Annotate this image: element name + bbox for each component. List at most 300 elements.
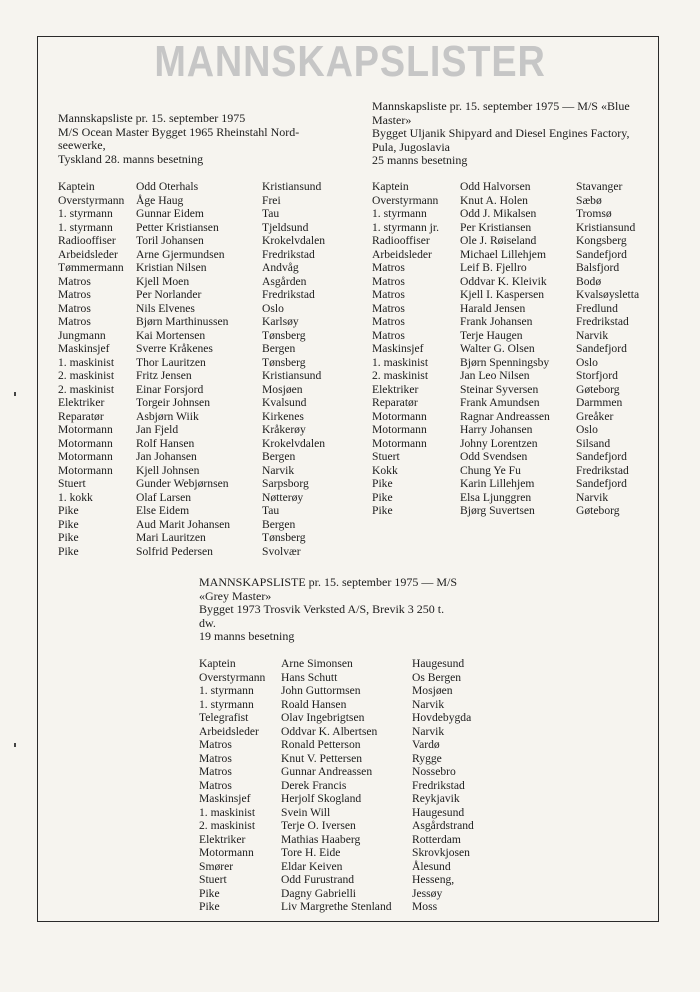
crew-rank: 2. maskinist bbox=[199, 819, 256, 832]
crew-name: Terje Haugen bbox=[460, 328, 523, 342]
crew-row bbox=[199, 806, 512, 820]
crew-row bbox=[199, 725, 512, 739]
crew-row bbox=[372, 342, 660, 356]
crew-hometown: Silsand bbox=[576, 436, 611, 450]
crew-row bbox=[372, 491, 660, 505]
crew-hometown: Mosjøen bbox=[262, 382, 303, 396]
crew-name: Kai Mortensen bbox=[136, 328, 206, 342]
heading-line: Mannskapsliste pr. 15. september 1975 — M/S «Blue bbox=[372, 99, 630, 113]
crew-row bbox=[372, 248, 660, 262]
crew-name: Knut A. Holen bbox=[460, 193, 528, 207]
crew-name: Odd J. Mikalsen bbox=[460, 207, 537, 220]
crew-hometown: Bergen bbox=[262, 450, 296, 463]
crew-name: Kristian Nilsen bbox=[136, 261, 207, 274]
crew-rank: Stuert bbox=[58, 477, 86, 490]
crew-rank: Motormann bbox=[199, 846, 254, 859]
crew-hometown: Kråkerøy bbox=[262, 423, 306, 436]
ocean-master-crew-list bbox=[58, 180, 354, 558]
crew-rank: Matros bbox=[199, 765, 232, 778]
crew-hometown: Os Bergen bbox=[412, 670, 462, 684]
crew-row bbox=[58, 221, 354, 235]
crew-row bbox=[58, 396, 354, 410]
crew-rank: Overstyrmann bbox=[58, 193, 125, 207]
crew-rank: Matros bbox=[372, 288, 405, 301]
crew-name: Mathias Haaberg bbox=[281, 832, 361, 846]
crew-name: Walter G. Olsen bbox=[460, 342, 535, 355]
crew-rank: Maskinsjef bbox=[58, 342, 110, 355]
crew-row bbox=[58, 423, 354, 437]
crew-hometown: Oslo bbox=[262, 301, 284, 315]
heading-line: MANNSKAPSLISTE pr. 15. september 1975 — M/S bbox=[199, 575, 458, 589]
crew-name: Nils Elvenes bbox=[136, 301, 195, 315]
crew-row bbox=[372, 234, 660, 248]
crew-name: Terje O. Iversen bbox=[281, 819, 356, 832]
crew-rank: Maskinsjef bbox=[199, 792, 251, 805]
crew-hometown: Sarpsborg bbox=[262, 477, 309, 490]
crew-row bbox=[372, 477, 660, 491]
crew-hometown: Krokelvdalen bbox=[262, 436, 326, 450]
crew-rank: Matros bbox=[372, 261, 405, 274]
crew-name: Ragnar Andreassen bbox=[460, 409, 550, 423]
crew-row bbox=[372, 194, 660, 208]
crew-rank: 2. maskinist bbox=[372, 369, 429, 382]
heading-line: 25 manns besetning bbox=[372, 153, 468, 167]
heading-line: «Grey Master» bbox=[199, 588, 272, 603]
grey-master-crew-list bbox=[199, 657, 512, 914]
crew-name: Svein Will bbox=[281, 805, 331, 819]
crew-name: Ole J. Røiseland bbox=[460, 234, 537, 247]
crew-hometown: Kirkenes bbox=[262, 409, 304, 423]
crew-hometown: Tønsberg bbox=[262, 531, 306, 544]
crew-hometown: Fredrikstad bbox=[262, 288, 315, 301]
crew-row bbox=[58, 275, 354, 289]
crew-row bbox=[199, 860, 512, 874]
blue-master-heading bbox=[372, 100, 630, 168]
crew-name: Thor Lauritzen bbox=[136, 355, 206, 369]
crew-rank: Pike bbox=[58, 517, 79, 531]
crew-rank: Pike bbox=[372, 504, 393, 517]
crew-hometown: Hovdebygda bbox=[412, 711, 472, 724]
crew-row bbox=[58, 437, 354, 451]
crew-row bbox=[58, 288, 354, 302]
crew-rank: Matros bbox=[58, 288, 91, 301]
crew-hometown: Bodø bbox=[576, 274, 602, 288]
crew-name: Oddvar K. Kleivik bbox=[460, 274, 547, 288]
crew-hometown: Fredrikstad bbox=[412, 778, 465, 792]
crew-row bbox=[372, 504, 660, 518]
crew-rank: Motormann bbox=[58, 423, 113, 436]
crew-row bbox=[58, 261, 354, 275]
crew-hometown: Fredrikstad bbox=[262, 247, 315, 261]
crew-rank: 2. maskinist bbox=[58, 369, 115, 382]
crew-name: Arne Simonsen bbox=[281, 657, 353, 670]
heading-line: dw. bbox=[199, 615, 216, 630]
crew-hometown: Bergen bbox=[262, 517, 296, 531]
crew-hometown: Asgårdstrand bbox=[412, 819, 474, 832]
crew-hometown: Stavanger bbox=[576, 180, 623, 193]
crew-name: Roald Hansen bbox=[281, 697, 347, 711]
crew-name: Frank Johansen bbox=[460, 315, 533, 328]
crew-hometown: Kvalsøysletta bbox=[576, 288, 640, 301]
crew-rank: 1. styrmann bbox=[199, 684, 254, 697]
margin-mark bbox=[14, 392, 16, 396]
crew-row bbox=[372, 288, 660, 302]
crew-hometown: Fredrikstad bbox=[576, 463, 629, 477]
crew-rank: 1. maskinist bbox=[199, 805, 256, 819]
crew-name: Solfrid Pedersen bbox=[136, 544, 213, 558]
crew-row bbox=[199, 671, 512, 685]
crew-rank: Kaptein bbox=[199, 657, 236, 670]
crew-name: Per Kristiansen bbox=[460, 220, 532, 234]
crew-row bbox=[199, 779, 512, 793]
crew-row bbox=[199, 765, 512, 779]
crew-hometown: Oslo bbox=[576, 355, 598, 369]
crew-rank: 1. maskinist bbox=[372, 355, 429, 369]
crew-rank: Motormann bbox=[58, 450, 113, 463]
crew-row bbox=[58, 302, 354, 316]
crew-row bbox=[58, 464, 354, 478]
ocean-master-heading bbox=[58, 112, 299, 166]
crew-row bbox=[372, 423, 660, 437]
crew-name: Toril Johansen bbox=[136, 234, 204, 247]
crew-hometown: Tau bbox=[262, 207, 280, 220]
crew-row bbox=[58, 410, 354, 424]
grey-master-heading bbox=[199, 576, 457, 644]
crew-name: Kjell Moen bbox=[136, 274, 190, 288]
crew-row bbox=[58, 234, 354, 248]
crew-name: Frank Amundsen bbox=[460, 396, 540, 409]
crew-row bbox=[372, 180, 660, 194]
crew-hometown: Darmmen bbox=[576, 396, 623, 409]
crew-name: Per Norlander bbox=[136, 288, 202, 301]
crew-row bbox=[199, 792, 512, 806]
crew-rank: Pike bbox=[58, 544, 79, 558]
crew-row bbox=[58, 369, 354, 383]
crew-rank: Smører bbox=[199, 859, 234, 873]
crew-rank: Matros bbox=[199, 778, 232, 792]
crew-hometown: Ålesund bbox=[412, 859, 451, 873]
crew-name: Olav Ingebrigtsen bbox=[281, 711, 365, 724]
crew-row bbox=[199, 819, 512, 833]
crew-row bbox=[199, 846, 512, 860]
crew-row bbox=[58, 518, 354, 532]
crew-rank: 1. maskinist bbox=[58, 355, 115, 369]
crew-rank: Arbeidsleder bbox=[372, 247, 432, 261]
crew-name: Liv Margrethe Stenland bbox=[281, 900, 392, 913]
crew-name: Herjolf Skogland bbox=[281, 792, 362, 805]
crew-rank: Pike bbox=[199, 900, 220, 913]
crew-hometown: Tromsø bbox=[576, 207, 612, 220]
crew-rank: 1. styrmann bbox=[372, 207, 427, 220]
crew-rank: Matros bbox=[58, 274, 91, 288]
crew-row bbox=[58, 329, 354, 343]
crew-hometown: Moss bbox=[412, 900, 438, 913]
crew-hometown: Narvik bbox=[412, 697, 445, 711]
crew-row bbox=[372, 464, 660, 478]
crew-row bbox=[58, 207, 354, 221]
crew-rank: Overstyrmann bbox=[199, 670, 266, 684]
crew-rank: Radiooffiser bbox=[372, 234, 430, 247]
crew-rank: Matros bbox=[372, 328, 405, 342]
crew-rank: Telegrafist bbox=[199, 711, 249, 724]
crew-hometown: Rotterdam bbox=[412, 832, 461, 846]
heading-line: Bygget 1973 Trosvik Verksted A/S, Brevik 3 250 t. bbox=[199, 602, 445, 616]
crew-row bbox=[58, 477, 354, 491]
crew-name: Chung Ye Fu bbox=[460, 463, 521, 477]
crew-hometown: Nossebro bbox=[412, 765, 456, 778]
crew-hometown: Kristiansund bbox=[262, 369, 322, 382]
crew-hometown: Greåker bbox=[576, 409, 614, 423]
crew-rank: Matros bbox=[199, 738, 232, 751]
crew-name: Gunnar Eidem bbox=[136, 207, 204, 220]
crew-name: Odd Oterhals bbox=[136, 180, 199, 193]
crew-hometown: Skrovkjosen bbox=[412, 846, 470, 859]
crew-name: Else Eidem bbox=[136, 504, 190, 517]
crew-rank: Motormann bbox=[372, 423, 427, 436]
crew-hometown: Sandefjord bbox=[576, 450, 627, 463]
crew-rank: 1. kokk bbox=[58, 490, 93, 504]
crew-rank: Pike bbox=[372, 490, 393, 504]
crew-row bbox=[58, 248, 354, 262]
blue-master-crew-list bbox=[372, 180, 660, 518]
crew-hometown: Sandefjord bbox=[576, 342, 627, 355]
crew-name: Kjell Johnsen bbox=[136, 463, 200, 477]
crew-name: Oddvar K. Albertsen bbox=[281, 724, 378, 738]
crew-row bbox=[372, 221, 660, 235]
crew-row bbox=[58, 383, 354, 397]
crew-hometown: Gøteborg bbox=[576, 504, 620, 517]
crew-row bbox=[372, 261, 660, 275]
crew-hometown: Kvalsund bbox=[262, 396, 307, 409]
crew-name: Odd Halvorsen bbox=[460, 180, 531, 193]
crew-name: Jan Fjeld bbox=[136, 423, 179, 436]
crew-rank: Kaptein bbox=[58, 180, 95, 193]
crew-name: Åge Haug bbox=[136, 193, 184, 207]
crew-rank: Reparatør bbox=[58, 409, 104, 423]
page-title: MANNSKAPSLISTER bbox=[154, 37, 546, 86]
crew-hometown: Tjeldsund bbox=[262, 220, 309, 234]
crew-row bbox=[58, 531, 354, 545]
crew-hometown: Kristiansund bbox=[262, 180, 322, 193]
crew-name: Rolf Hansen bbox=[136, 436, 195, 450]
crew-hometown: Jessøy bbox=[412, 886, 443, 900]
crew-row bbox=[58, 504, 354, 518]
crew-name: Bjørn Marthinussen bbox=[136, 315, 229, 328]
crew-row bbox=[199, 738, 512, 752]
crew-rank: 1. styrmann jr. bbox=[372, 220, 439, 234]
crew-name: Harald Jensen bbox=[460, 301, 526, 315]
crew-name: Bjørn Spenningsby bbox=[460, 355, 550, 369]
crew-name: Gunnar Andreassen bbox=[281, 765, 373, 778]
crew-name: Johny Lorentzen bbox=[460, 436, 538, 450]
crew-rank: Kaptein bbox=[372, 180, 409, 193]
crew-row bbox=[58, 491, 354, 505]
crew-rank: 1. styrmann bbox=[58, 207, 113, 220]
heading-line: seewerke, bbox=[58, 138, 106, 152]
crew-rank: Arbeidsleder bbox=[58, 247, 118, 261]
crew-row bbox=[199, 711, 512, 725]
crew-row bbox=[199, 684, 512, 698]
crew-hometown: Rygge bbox=[412, 751, 442, 765]
crew-rank: Reparatør bbox=[372, 396, 418, 409]
crew-hometown: Narvik bbox=[576, 328, 609, 342]
crew-rank: Maskinsjef bbox=[372, 342, 424, 355]
crew-name: Michael Lillehjem bbox=[460, 247, 546, 261]
crew-name: Mari Lauritzen bbox=[136, 531, 206, 544]
crew-hometown: Haugesund bbox=[412, 805, 465, 819]
crew-rank: Elektriker bbox=[199, 832, 246, 846]
crew-name: Bjørg Suvertsen bbox=[460, 504, 535, 517]
crew-row bbox=[372, 207, 660, 221]
crew-hometown: Krokelvdalen bbox=[262, 234, 326, 247]
crew-row bbox=[372, 410, 660, 424]
crew-name: Aud Marit Johansen bbox=[136, 517, 231, 531]
crew-hometown: Oslo bbox=[576, 423, 598, 436]
crew-row bbox=[372, 315, 660, 329]
crew-name: Steinar Syversen bbox=[460, 382, 539, 396]
heading-line: Mannskapsliste pr. 15. september 1975 bbox=[58, 111, 246, 125]
crew-hometown: Sæbø bbox=[576, 193, 602, 207]
crew-name: Karin Lillehjem bbox=[460, 477, 535, 490]
crew-rank: Stuert bbox=[372, 450, 400, 463]
crew-hometown: Balsfjord bbox=[576, 261, 620, 274]
crew-rank: Pike bbox=[58, 531, 79, 544]
crew-rank: Arbeidsleder bbox=[199, 724, 259, 738]
crew-rank: Matros bbox=[372, 315, 405, 328]
crew-rank: Motormann bbox=[58, 463, 113, 477]
crew-row bbox=[58, 545, 354, 559]
crew-rank: 1. styrmann bbox=[58, 220, 113, 234]
crew-name: Leif B. Fjellro bbox=[460, 261, 527, 274]
crew-hometown: Svolvær bbox=[262, 544, 301, 558]
crew-row bbox=[372, 356, 660, 370]
crew-hometown: Narvik bbox=[576, 490, 609, 504]
crew-row bbox=[58, 450, 354, 464]
crew-row bbox=[58, 315, 354, 329]
crew-rank: 1. styrmann bbox=[199, 697, 254, 711]
crew-name: Jan Johansen bbox=[136, 450, 197, 463]
crew-name: Sverre Kråkenes bbox=[136, 342, 213, 355]
crew-row bbox=[372, 437, 660, 451]
crew-row bbox=[372, 275, 660, 289]
margin-mark bbox=[14, 743, 16, 747]
crew-name: Torgeir Johnsen bbox=[136, 396, 211, 409]
heading-line: M/S Ocean Master Bygget 1965 Rheinstahl Nord- bbox=[58, 124, 300, 139]
heading-line: Pula, Jugoslavia bbox=[372, 139, 450, 154]
crew-hometown: Tønsberg bbox=[262, 355, 306, 369]
crew-hometown: Tønsberg bbox=[262, 328, 306, 342]
crew-name: Derek Francis bbox=[281, 778, 347, 792]
heading-line: Tyskland 28. manns besetning bbox=[58, 151, 204, 166]
crew-row bbox=[372, 396, 660, 410]
crew-name: Knut V. Pettersen bbox=[281, 751, 363, 765]
crew-name: Dagny Gabrielli bbox=[281, 886, 357, 900]
crew-hometown: Tau bbox=[262, 504, 280, 517]
crew-rank: 2. maskinist bbox=[58, 382, 115, 396]
crew-rank: Stuert bbox=[199, 873, 227, 886]
crew-hometown: Kongsberg bbox=[576, 234, 627, 247]
crew-rank: Matros bbox=[372, 274, 405, 288]
crew-hometown: Narvik bbox=[412, 724, 445, 738]
crew-rank: Pike bbox=[199, 886, 220, 900]
heading-line: 19 manns besetning bbox=[199, 629, 295, 643]
crew-rank: Tømmermann bbox=[58, 261, 124, 274]
crew-hometown: Haugesund bbox=[412, 657, 465, 670]
crew-name: Asbjørn Wiik bbox=[136, 409, 199, 423]
crew-rank: Motormann bbox=[372, 409, 427, 423]
heading-line: Bygget Uljanik Shipyard and Diesel Engines Factory, bbox=[372, 126, 630, 140]
crew-row bbox=[372, 329, 660, 343]
heading-line: Master» bbox=[372, 112, 412, 127]
crew-name: Eldar Keiven bbox=[281, 859, 343, 873]
crew-name: Olaf Larsen bbox=[136, 490, 192, 504]
crew-hometown: Sandefjord bbox=[576, 477, 627, 490]
crew-name: Petter Kristiansen bbox=[136, 220, 219, 234]
crew-rank: Pike bbox=[58, 504, 79, 517]
crew-name: Ronald Petterson bbox=[281, 738, 361, 751]
crew-hometown: Vardø bbox=[412, 738, 440, 751]
crew-row bbox=[199, 887, 512, 901]
crew-hometown: Nøtterøy bbox=[262, 490, 304, 504]
crew-rank: Matros bbox=[372, 301, 405, 315]
crew-name: Fritz Jensen bbox=[136, 369, 192, 382]
crew-rank: Matros bbox=[58, 315, 91, 328]
crew-hometown: Fredlund bbox=[576, 301, 618, 315]
crew-hometown: Hesseng, bbox=[412, 873, 455, 886]
crew-name: Gunder Webjørnsen bbox=[136, 477, 229, 490]
crew-name: Einar Forsjord bbox=[136, 382, 204, 396]
crew-name: Harry Johansen bbox=[460, 423, 533, 436]
crew-name: Elsa Ljunggren bbox=[460, 490, 532, 504]
crew-row bbox=[199, 752, 512, 766]
crew-hometown: Kristiansund bbox=[576, 220, 636, 234]
crew-hometown: Fredrikstad bbox=[576, 315, 629, 328]
crew-hometown: Frei bbox=[262, 193, 281, 207]
crew-row bbox=[58, 194, 354, 208]
crew-name: Kjell I. Kaspersen bbox=[460, 288, 545, 301]
crew-row bbox=[372, 302, 660, 316]
crew-hometown: Gøteborg bbox=[576, 382, 620, 396]
crew-name: Arne Gjermundsen bbox=[136, 247, 225, 261]
crew-hometown: Mosjøen bbox=[412, 684, 453, 697]
crew-row bbox=[199, 657, 512, 671]
crew-rank: Jungmann bbox=[58, 328, 106, 342]
crew-row bbox=[199, 900, 512, 914]
crew-hometown: Karlsøy bbox=[262, 315, 299, 328]
crew-rank: Radiooffiser bbox=[58, 234, 116, 247]
crew-hometown: Bergen bbox=[262, 342, 296, 355]
crew-row bbox=[372, 383, 660, 397]
crew-row bbox=[58, 356, 354, 370]
crew-row bbox=[199, 698, 512, 712]
crew-hometown: Sandefjord bbox=[576, 247, 627, 261]
crew-rank: Matros bbox=[199, 751, 232, 765]
crew-name: Tore H. Eide bbox=[281, 846, 341, 859]
crew-name: Jan Leo Nilsen bbox=[460, 369, 530, 382]
crew-rank: Elektriker bbox=[58, 396, 105, 409]
crew-rank: Overstyrmann bbox=[372, 193, 439, 207]
crew-hometown: Reykjavik bbox=[412, 792, 460, 805]
crew-row bbox=[58, 342, 354, 356]
crew-name: John Guttormsen bbox=[281, 684, 361, 697]
crew-rank: Motormann bbox=[58, 436, 113, 450]
crew-name: Hans Schutt bbox=[281, 670, 338, 684]
crew-rank: Pike bbox=[372, 477, 393, 490]
crew-row bbox=[372, 450, 660, 464]
crew-rank: Kokk bbox=[372, 463, 398, 477]
crew-name: Odd Svendsen bbox=[460, 450, 528, 463]
crew-hometown: Andvåg bbox=[262, 261, 299, 274]
